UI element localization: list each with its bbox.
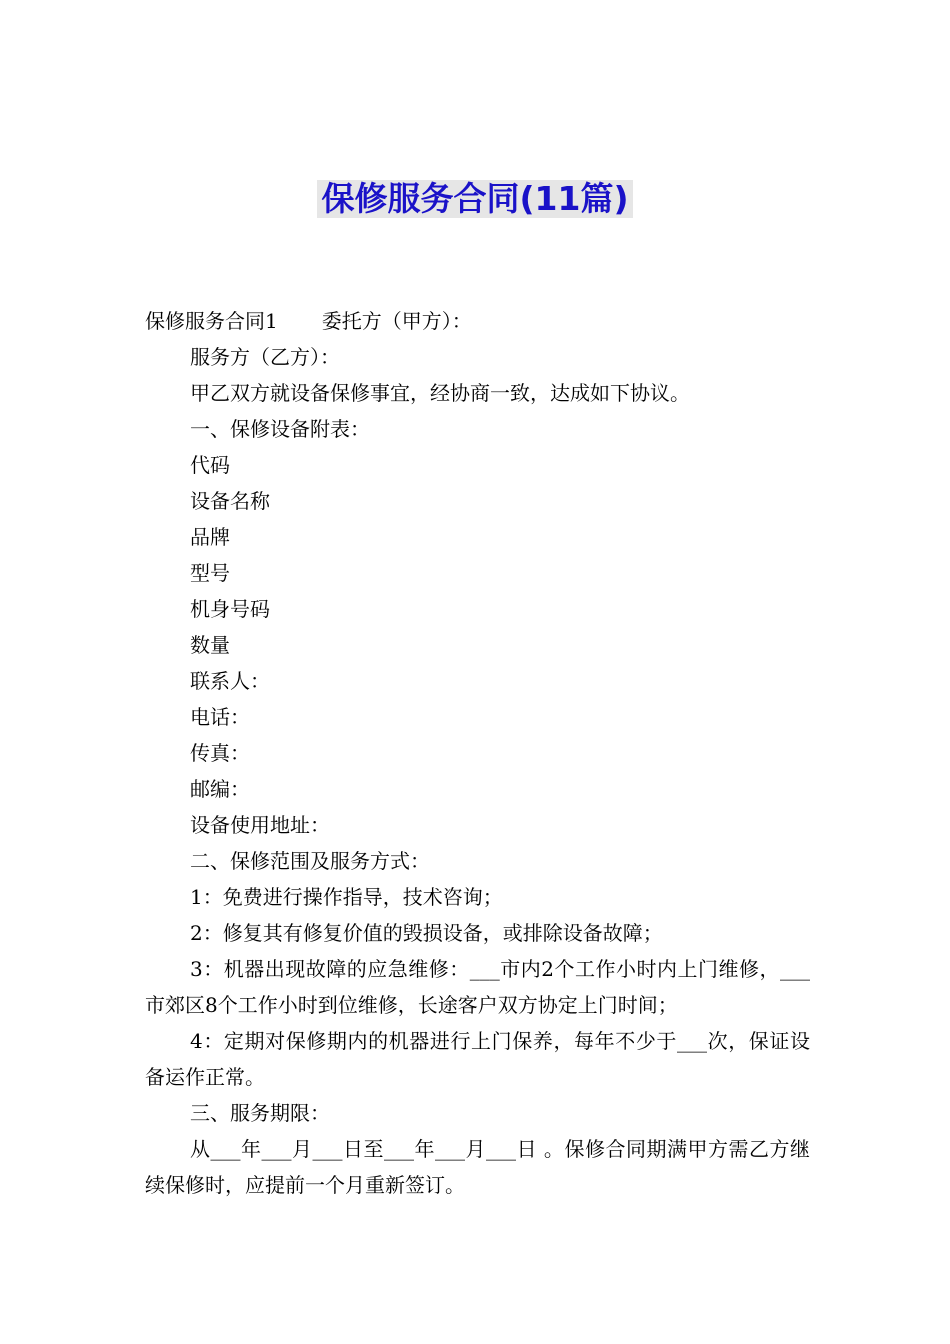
field-model: 型号 <box>190 561 230 585</box>
service-period-text: 从___年___月___日至___年___月___日 。保修合同期满甲方需乙方继续保修时，应提前一个月重新签订。 <box>145 1137 810 1197</box>
field-postcode: 邮编： <box>190 777 250 801</box>
field-quantity: 数量 <box>190 633 230 657</box>
service-item-3: 3：机器出现故障的应急维修：___市内2个工作小时内上门维修，___市郊区8个工作小时到位维修，长途客户双方协定上门时间； <box>145 957 810 1017</box>
field-phone: 电话： <box>190 705 250 729</box>
field-address: 设备使用地址： <box>190 813 330 837</box>
section-3-heading: 三、服务期限： <box>190 1101 330 1125</box>
service-item-4: 4：定期对保修期内的机器进行上门保养，每年不少于___次，保证设备运作正常。 <box>145 1029 810 1089</box>
document-title: 保修服务合同(11篇) <box>0 180 950 218</box>
service-item-1: 1：免费进行操作指导，技术咨询； <box>190 885 503 909</box>
service-item-2: 2：修复其有修复价值的毁损设备，或排除设备故障； <box>190 921 663 945</box>
field-contact: 联系人： <box>190 669 270 693</box>
contract-heading-line <box>145 303 810 339</box>
client-party-label: 委托方（甲方）： <box>321 309 472 333</box>
field-device-name: 设备名称 <box>190 489 270 513</box>
field-brand: 品牌 <box>190 525 230 549</box>
service-party-label: 服务方（乙方）： <box>190 345 340 369</box>
document-body <box>145 303 810 1203</box>
field-fax: 传真： <box>190 741 250 765</box>
agreement-intro: 甲乙双方就设备保修事宜，经协商一致，达成如下协议。 <box>190 381 690 405</box>
section-1-heading: 一、保修设备附表： <box>190 417 370 441</box>
section-2-heading: 二、保修范围及服务方式： <box>190 849 430 873</box>
field-code: 代码 <box>190 453 230 477</box>
field-serial-number: 机身号码 <box>190 597 270 621</box>
contract-number: 保修服务合同1 <box>145 309 278 333</box>
